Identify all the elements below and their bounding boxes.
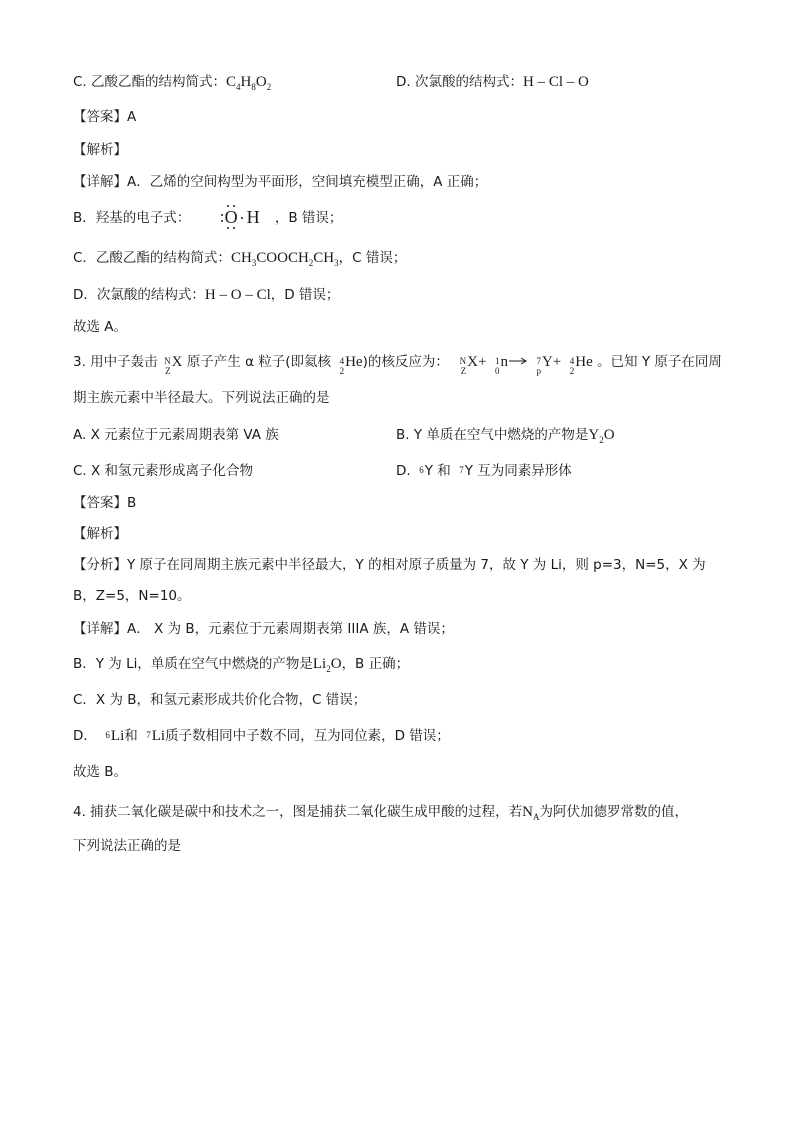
question-4-line-2: 下列说法正确的是 [73, 838, 181, 854]
avogadro-symbol: $N_A$ [522, 804, 540, 822]
detail-c-formula: $CH_3COOCH_2CH_3$ [230, 250, 339, 268]
detail-d-3-label: D． [73, 728, 97, 744]
option-d-3-text: Y 互为同素异形体 [464, 463, 572, 479]
nuclide-7y: 7 [459, 465, 464, 475]
detail-d-2 [73, 285, 339, 305]
answer-3: 【答案】B [73, 495, 137, 511]
detail-b-2 [73, 207, 342, 229]
detail-c-text: C．乙酸乙酯的结构简式： [73, 250, 231, 266]
option-d-3-label: D. [396, 463, 411, 479]
detail-c-3: C．X 为 B，和氢元素形成共价化合物，C 错误； [73, 692, 367, 708]
q3-text-a: 3. 用中子轰击 [73, 354, 158, 370]
nuclide-x: N Z [164, 356, 171, 376]
detail-d-result: ，D 错误； [270, 287, 340, 303]
option-d-line [396, 72, 589, 92]
detail-b-3-formula: $Li_2O$ [312, 656, 342, 674]
option-c-text: C. 乙酸乙酯的结构简式： [73, 74, 227, 90]
detail-d-3: D． 6 Li和 7 Li质子数相同中子数不同，互为同位素，D 错误； [73, 728, 450, 744]
detail-b-3-text: B．Y 为 Li，单质在空气中燃烧的产物是 [73, 656, 313, 672]
q3-text-b: 原子产生 α 粒子(即氦核 [186, 354, 332, 370]
option-c-formula: $C_4H_8O_2$ [226, 74, 272, 92]
analysis-2: 【解析】 [73, 142, 127, 158]
option-a-3: A. X 元素位于元素周期表第 VA 族 [73, 427, 279, 443]
answer-2: 【答案】A [73, 109, 137, 125]
option-b-3-formula: $Y_2O$ [588, 427, 615, 445]
q3-text-d: 。已知 Y 原子在同周 [597, 354, 722, 370]
detail-d-3-text: 质子数相同中子数不同，互为同位素，D 错误； [165, 728, 450, 744]
detail-d-formula: H – O – Cl [204, 287, 271, 303]
nuclear-equation: N Z X+ 1 0 n 7 p Y+ 4 2 He [459, 354, 593, 376]
detail-a-3: 【详解】A． X 为 B，元素位于元素周期表第 IIIA 族，A 错误； [73, 621, 454, 637]
option-d-3-mid: Y 和 [424, 463, 451, 479]
nuclide-6li: 6 [105, 730, 110, 740]
detail-d-3-and: 和 [124, 728, 138, 744]
analysis-detail-3-line-2: B，Z=5，N=10。 [73, 588, 191, 604]
detail-b-text: B．羟基的电子式： [73, 210, 191, 226]
q3-text-c: )的核反应为： [362, 354, 449, 370]
detail-b-3 [73, 654, 409, 674]
conclusion-2: 故选 A。 [73, 319, 128, 335]
detail-c-2 [73, 248, 406, 268]
detail-b-3-result: ，B 正确； [341, 656, 410, 672]
option-d-formula: H – Cl – O [522, 74, 589, 90]
conclusion-3: 故选 B。 [73, 764, 128, 780]
nuclide-he: 4 2 [339, 356, 345, 376]
option-b-3 [396, 425, 615, 445]
question-3-line-2: 期主族元素中半径最大。下列说法正确的是 [73, 390, 330, 406]
detail-d-text: D．次氯酸的结构式： [73, 287, 205, 303]
question-4-line-1 [73, 802, 688, 822]
analysis-detail-3-line-1: 【分析】Y 原子在同周期主族元素中半径最大，Y 的相对原子质量为 7，故 Y 为 Li，则 p=3，N=5，X 为 [73, 557, 706, 573]
nuclide-6y: 6 [419, 465, 424, 475]
q4-text-a: 4. 捕获二氧化碳是碳中和技术之一，图是捕获二氧化碳生成甲酸的过程，若 [73, 804, 523, 820]
analysis-3: 【解析】 [73, 526, 127, 542]
option-c-line [73, 72, 271, 92]
detail-a-2: 【详解】A．乙烯的空间构型为平面形，空间填充模型正确，A 正确； [73, 174, 488, 190]
reaction-arrow-icon [508, 352, 528, 372]
detail-b-result: ，B 错误； [274, 210, 343, 226]
option-b-3-text: B. Y 单质在空气中燃烧的产物是 [396, 427, 589, 443]
hydroxyl-electron-formula: O H [221, 207, 265, 229]
option-c-3: C. X 和氢元素形成离子化合物 [73, 463, 254, 479]
q4-text-b: 为阿伏加德罗常数的值， [539, 804, 689, 820]
question-3-line-1: 3. 用中子轰击 N Z X 原子产生 α 粒子(即氦核 4 2 He)的核反应为： N Z X+ 1 0 n 7 p Y+ 4 2 He 。已知 Y 原子在同周 [73, 354, 722, 376]
detail-c-result: ，C 错误； [338, 250, 407, 266]
option-d-text: D. 次氯酸的结构式： [396, 74, 523, 90]
option-d-3 [396, 461, 572, 481]
nuclide-7li: 7 [146, 730, 151, 740]
